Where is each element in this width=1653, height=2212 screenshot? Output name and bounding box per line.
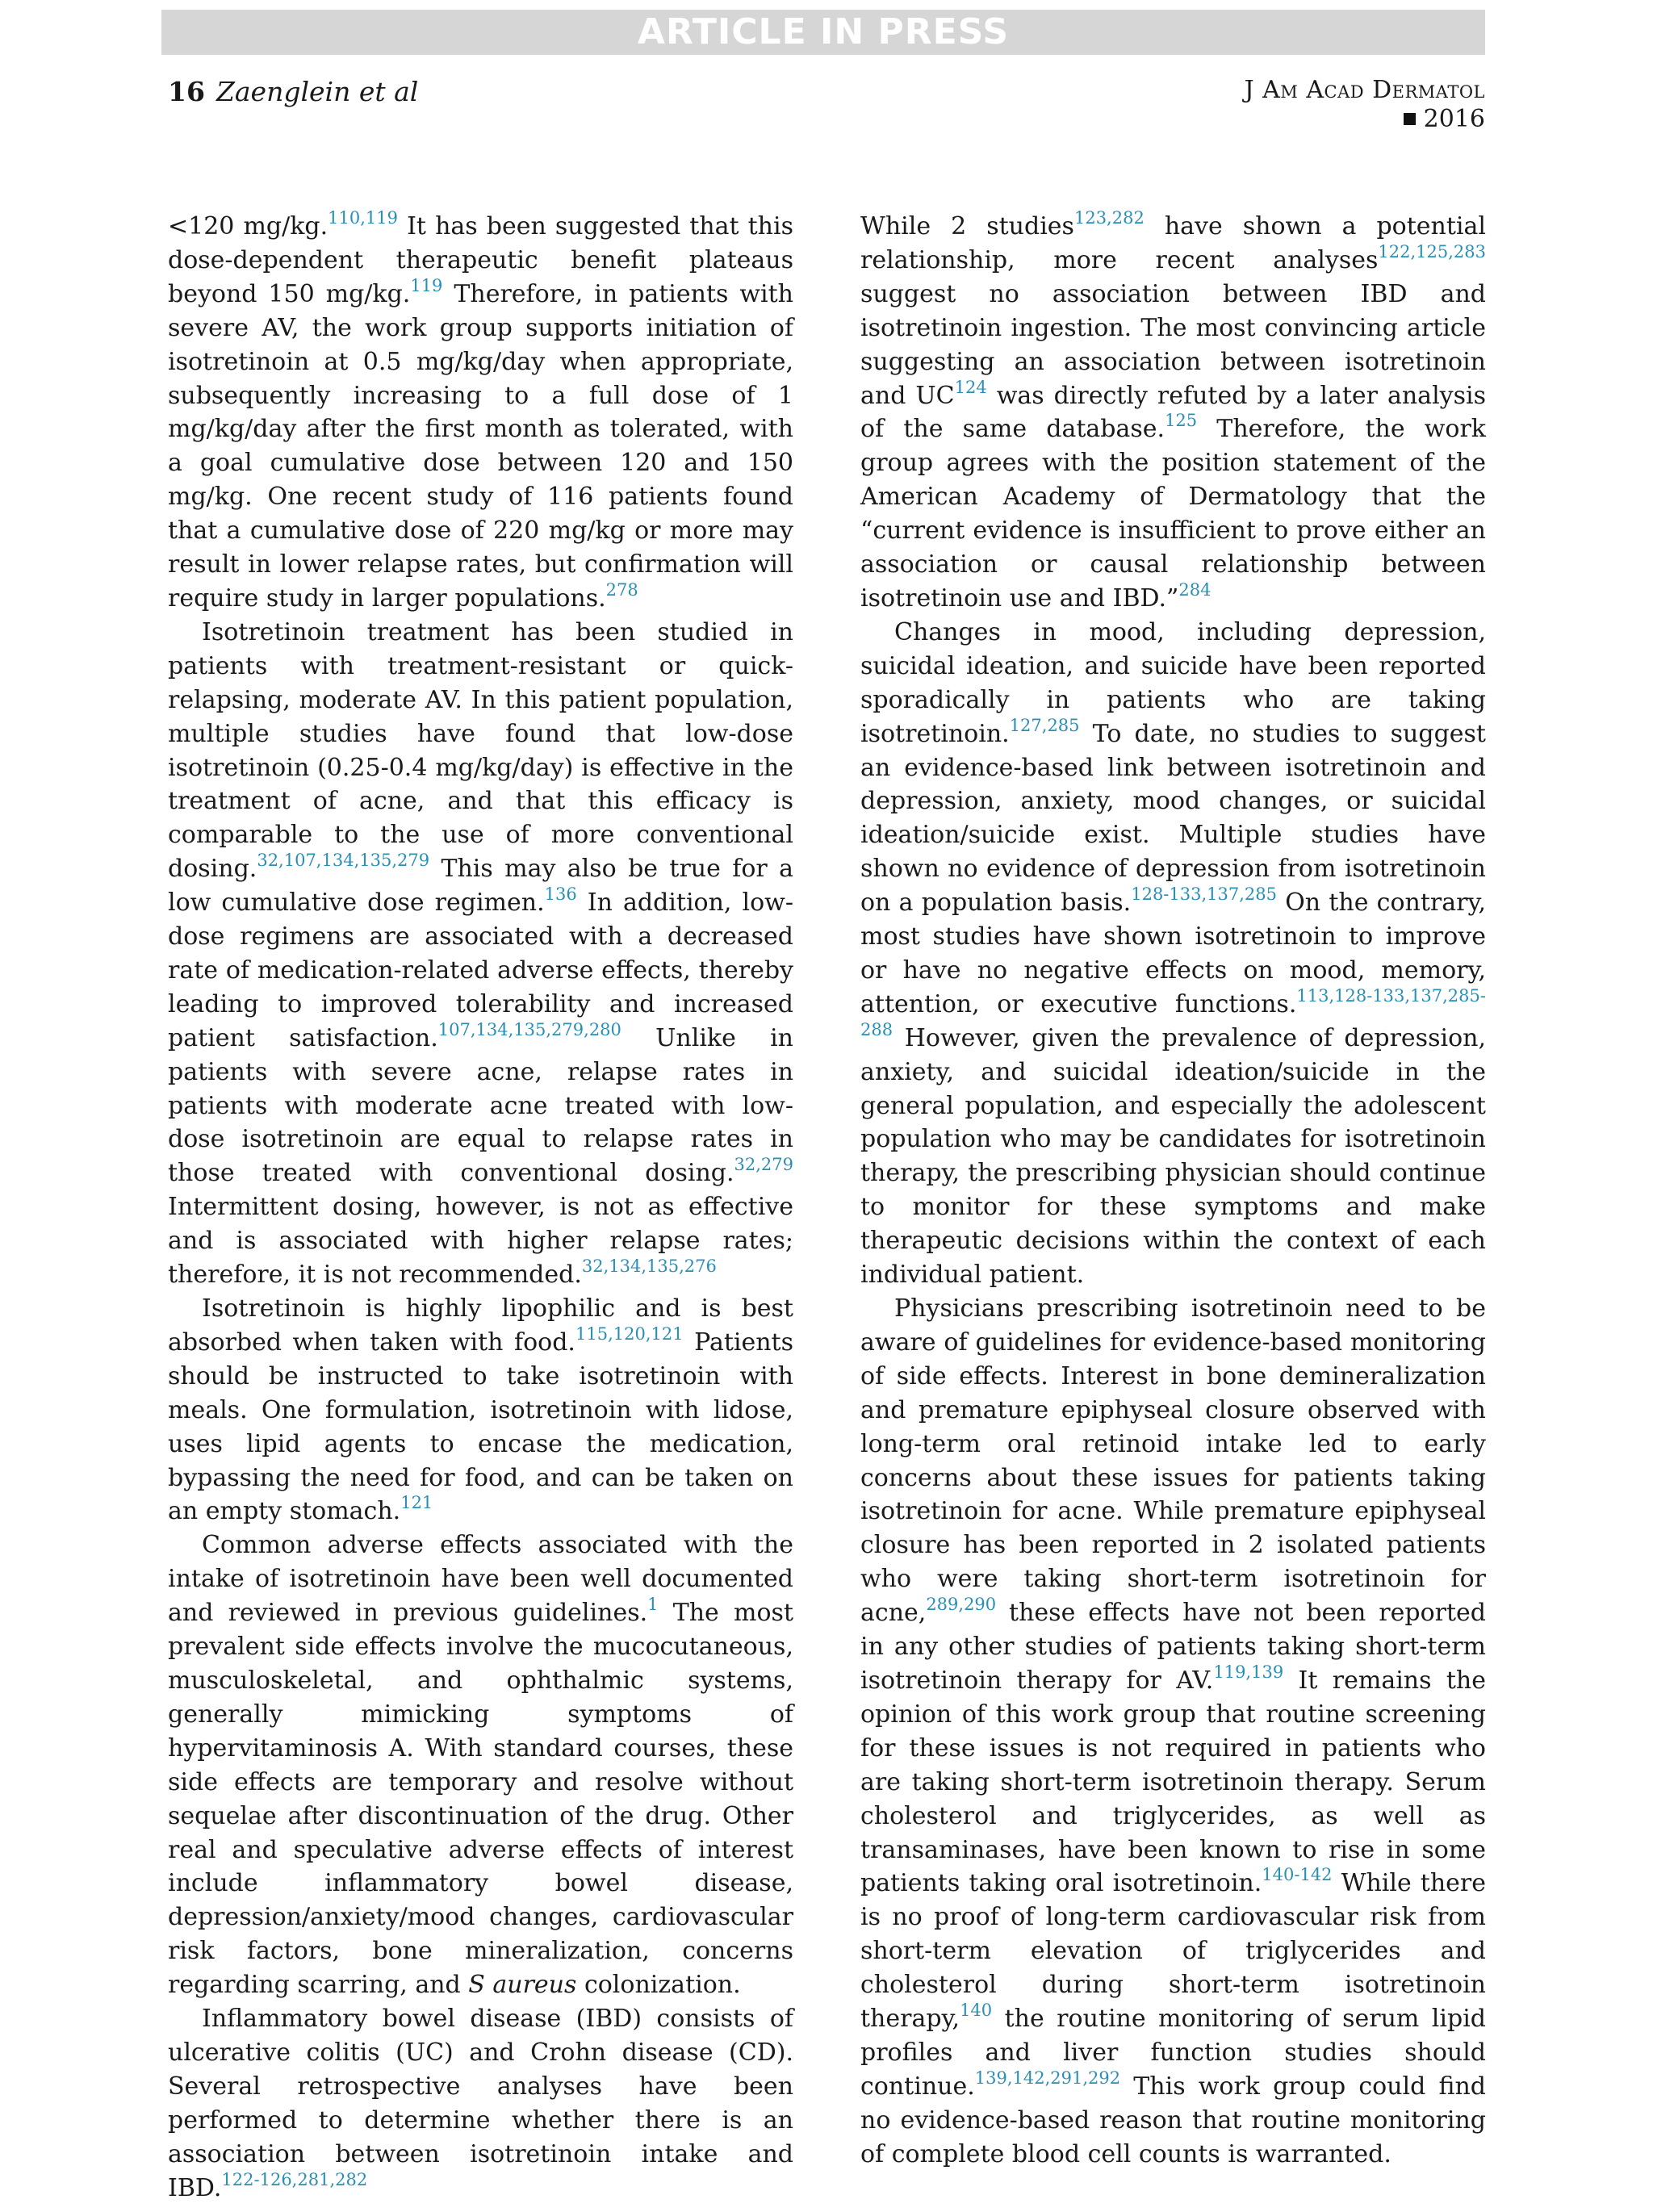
citation-link[interactable]: 139,142,291,292 [974, 2068, 1121, 2088]
citation-link[interactable]: 32,107,134,135,279 [257, 851, 430, 871]
citation-link[interactable]: 124 [954, 377, 987, 397]
citation-link[interactable]: 115,120,121 [575, 1323, 684, 1344]
text-run: Patients should be instructed to take isotretinoin with meals. One formulation, isotretinoin with lidose, uses lipid agents to encase the medication, bypassing the need for food, and can be taken on an empty stomach. [168, 1328, 794, 1526]
text-run: <120 mg/kg. [168, 212, 329, 240]
page-number: 16 [168, 76, 205, 107]
citation-link[interactable]: 127,285 [1009, 715, 1080, 735]
text-run: Unlike in patients with severe acne, relapse rates in patients with moderate acne treated with low-dose isotretinoin are equal to relapse rates in those treated with conventional dosing. [168, 1023, 793, 1188]
citation-link[interactable]: 140-142 [1262, 1865, 1333, 1885]
text-run: Therefore, in patients with severe AV, the work group supports initiation of isotretinoin at 0.5 mg/kg/day when appropriate, subsequently increasing to a full dose of 1 mg/kg/day after the first month as tolerated, with a goal cumulative dose between 120 and 150 mg/kg. One recent study of 116 patients found that a cumulative dose of 220 mg/kg or more may result in lower relapse rates, but confirmation will require study in larger populations. [168, 279, 793, 613]
citation-link[interactable]: 122,125,283 [1378, 241, 1486, 261]
citation-link[interactable]: 136 [544, 884, 577, 905]
paragraph [168, 2002, 793, 2205]
text-run: This work group could find no evidence-based reason that routine monitoring of complete blood cell counts is warranted. [860, 2072, 1486, 2168]
citation-link[interactable]: 123,282 [1073, 208, 1145, 228]
text-run: have shown a potential relationship, more recent analyses [860, 212, 1487, 274]
text-run: Common adverse effects associated with the intake of isotretinoin have been well documented and reviewed in previous guidelines. [168, 1531, 793, 1628]
species-name: S aureus [468, 1971, 577, 2000]
running-header-left [168, 76, 418, 107]
text-run: Isotretinoin treatment has been studied in patients with treatment-resistant or quick-relapsing, moderate AV. In this patient population, multiple studies have found that low-dose isotretinoin (0.25-0.4 mg/kg/day) is effective in the treatment of acne, and that this efficacy is comparable to the use of more conventional dosing. [168, 617, 793, 884]
citation-link[interactable]: 119 [410, 275, 443, 295]
paragraph [168, 210, 793, 616]
text-run: While there is no proof of long-term cardiovascular risk from short-term elevation of triglycerides and cholesterol during short-term isotretinoin therapy, [860, 1869, 1487, 2034]
text-run: colonization. [576, 1971, 741, 2000]
text-run: suggest no association between IBD and isotretinoin ingestion. The most convincing article suggesting an association between isotretinoin and UC [860, 279, 1486, 410]
citation-link[interactable]: 289,290 [926, 1595, 997, 1615]
paragraph [168, 1292, 793, 1528]
citation-link[interactable]: 119,139 [1213, 1662, 1284, 1682]
right-column [860, 210, 1486, 2172]
text-run: While 2 studies [860, 212, 1074, 240]
citation-link[interactable]: 107,134,135,279,280 [437, 1019, 621, 1039]
citation-link[interactable]: 1 [647, 1595, 659, 1615]
text-run: This may also be true for a low cumulative dose regimen. [168, 855, 793, 918]
text-run: In addition, low-dose regimens are associated with a decreased rate of medication-related adverse effects, thereby leading to improved tolerability and increased patient satisfaction. [168, 889, 793, 1052]
text-run: these effects have not been reported in any other studies of patients taking short-term isotretinoin therapy for AV. [860, 1599, 1486, 1695]
text-run: Therefore, the work group agrees with the position statement of the American Academy of Dermatology that the “current evidence is insufficient to prove either an association or causal relationship between isotretinoin use and IBD.” [860, 415, 1486, 613]
text-run: On the contrary, most studies have shown isotretinoin to improve or have no negative effects on mood, memory, attention, or executive functions. [860, 889, 1486, 1018]
text-run: Physicians prescribing isotretinoin need to be aware of guidelines for evidence-based monitoring of side effects. Interest in bone demineralization and premature epiphyseal closure observed with long-term oral retinoid intake led to early concerns about these issues for patients taking isotretinoin for acne. While premature epiphyseal closure has been reported in 2 isolated patients who were taking short-term isotretinoin for acne, [860, 1294, 1486, 1628]
journal-year: 2016 [1423, 105, 1485, 133]
author-running-head: Zaenglein et al [216, 76, 419, 107]
paragraph [168, 1528, 793, 2002]
citation-link[interactable]: 128-133,137,285 [1131, 884, 1277, 905]
journal-name: J Am Acad Dermatol [1244, 76, 1485, 104]
citation-link[interactable]: 122-126,281,282 [221, 2169, 368, 2189]
text-run: Intermittent dosing, however, is not as effective and is associated with higher relapse rates; therefore, it is not recommended. [168, 1193, 793, 1290]
running-header-right [1245, 76, 1485, 134]
text-run: However, given the prevalence of depression, anxiety, and suicidal ideation/suicide in the general population, and especially the adolescent population who may be candidates for isotretinoin therapy, the prescribing physician should continue to monitor for these symptoms and make therapeutic decisions within the context of each individual patient. [860, 1023, 1486, 1290]
square-bullet-icon [1404, 113, 1416, 125]
citation-link[interactable]: 32,279 [734, 1155, 793, 1175]
citation-link[interactable]: 110,119 [328, 208, 398, 228]
text-run: It remains the opinion of this work group that routine screening for these issues is not required in patients who are taking short-term isotretinoin therapy. Serum cholesterol and triglycerides, as well as transaminases, have been known to rise in some patients taking oral isotretinoin. [860, 1666, 1487, 1898]
citation-link[interactable]: 121 [400, 1493, 433, 1513]
paragraph [860, 210, 1486, 616]
citation-link[interactable]: 125 [1165, 411, 1198, 431]
text-run: the routine monitoring of serum lipid profiles and liver function studies should continue. [860, 2005, 1486, 2101]
text-run: was directly refuted by a later analysis of the same database. [860, 381, 1486, 444]
paragraph [168, 616, 793, 1292]
text-run: To date, no studies to suggest an evidence-based link between isotretinoin and depression, anxiety, mood changes, or suicidal ideation/suicide exist. Multiple studies have shown no evidence of depression from isotretinoin on a population basis. [860, 719, 1486, 918]
text-run: Isotretinoin is highly lipophilic and is best absorbed when taken with food. [168, 1294, 793, 1357]
text-run: Inflammatory bowel disease (IBD) consists of ulcerative colitis (UC) and Crohn disease (CD). Several retrospective analyses have been performed to determine whether there is an association between isotretinoin intake and IBD. [168, 2005, 793, 2202]
left-column [168, 210, 793, 2205]
text-run: The most prevalent side effects involve the mucocutaneous, musculoskeletal, and ophthalmic systems, generally mimicking symptoms of hypervitaminosis A. With standard courses, these side effects are temporary and resolve without sequelae after discontinuation of the drug. Other real and speculative adverse effects of interest include inflammatory bowel disease, depression/anxiety/mood changes, cardiovascular risk factors, bone mineralization, concerns regarding scarring, and [168, 1599, 793, 2000]
citation-link[interactable]: 278 [605, 579, 638, 600]
issue-line [1245, 105, 1485, 134]
citation-link[interactable]: 284 [1178, 579, 1212, 600]
citation-link[interactable]: 113,128-133,137,285-288 [860, 985, 1486, 1039]
paragraph [860, 1292, 1486, 2172]
paragraph [860, 616, 1486, 1292]
text-run: It has been suggested that this dose-dependent therapeutic benefit plateaus beyond 150 mg/kg. [168, 212, 793, 308]
citation-link[interactable]: 140 [960, 2001, 993, 2021]
article-in-press-banner: ARTICLE IN PRESS [161, 10, 1485, 55]
text-run: Changes in mood, including depression, suicidal ideation, and suicide have been reported sporadically in patients who are taking isotretinoin. [860, 617, 1486, 748]
citation-link[interactable]: 32,134,135,276 [581, 1257, 717, 1277]
